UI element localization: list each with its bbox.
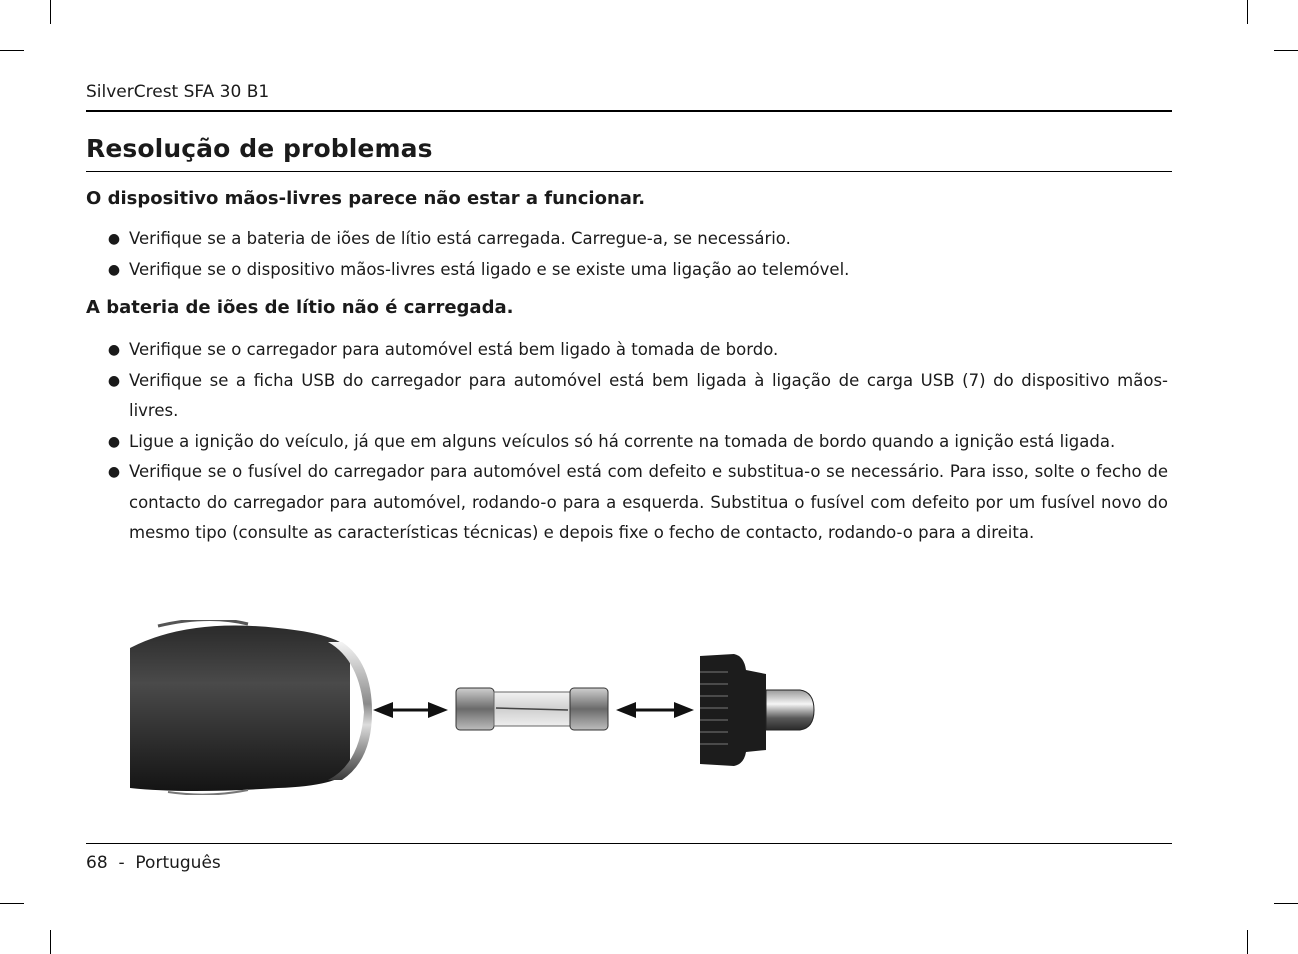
list-item-text: Verifique se a ficha USB do carregador para automóvel está bem ligada à ligação de carga USB (7) do dispositivo mãos-livres.: [129, 370, 1168, 420]
list-item: [107, 366, 1168, 427]
bullet-icon: ●: [107, 261, 121, 278]
footer-rule: [86, 843, 1172, 844]
footer-separator: -: [118, 853, 125, 873]
crop-mark: [0, 50, 24, 51]
list-item: [107, 427, 1168, 458]
list-item-text: Verifique se o dispositivo mãos-livres está ligado e se existe uma ligação ao telemóvel.: [129, 259, 850, 279]
running-header: SilverCrest SFA 30 B1: [86, 82, 270, 102]
section-title: Resolução de problemas: [86, 134, 433, 163]
bullet-icon: ●: [107, 342, 121, 358]
bullet-icon: ●: [107, 464, 121, 480]
bullet-icon: ●: [107, 231, 121, 247]
list-item-text: Verifique se a bateria de iões de lítio está carregada. Carregue-a, se necessário.: [129, 229, 791, 248]
list-item: [107, 224, 1168, 255]
crop-mark: [1247, 930, 1248, 954]
page-footer: [86, 853, 221, 873]
section-rule: [86, 171, 1172, 172]
contact-cap-icon: [700, 654, 814, 766]
problem-heading-1: O dispositivo mãos-livres parece não estar a funcionar.: [86, 188, 646, 209]
crop-mark: [50, 930, 51, 954]
bullet-icon: ●: [107, 433, 121, 450]
crop-mark: [1247, 0, 1248, 24]
crop-mark: [0, 903, 24, 904]
list-item-text: Verifique se o fusível do carregador para automóvel está com defeito e substitua-o se necessário. Para isso, solte o fecho de contacto do carregador para automóvel, rodando-o para a esquerda. Substitua o fusível com defeito por um fusível novo do mesmo tipo (consulte as características técnicas) e depois fixe o fecho de contacto, rodando-o para a direita.: [129, 462, 1168, 542]
solution-list-2: [107, 335, 1168, 549]
crop-mark: [1274, 903, 1298, 904]
solution-list-1: [107, 224, 1168, 285]
crop-mark: [1274, 50, 1298, 51]
double-arrow-icon: [373, 702, 448, 718]
car-charger-body: [130, 620, 372, 795]
list-item: [107, 255, 1168, 286]
problem-heading-2: A bateria de iões de lítio não é carregada.: [86, 297, 514, 318]
page-number: 68: [86, 853, 108, 873]
header-rule: [86, 110, 1172, 112]
list-item: [107, 335, 1168, 366]
bullet-icon: ●: [107, 372, 121, 389]
double-arrow-icon: [616, 702, 694, 718]
crop-mark: [50, 0, 51, 24]
fuse-replacement-illustration: [128, 620, 818, 795]
fuse-icon: [456, 688, 608, 730]
list-item-text: Verifique se o carregador para automóvel está bem ligado à tomada de bordo.: [129, 340, 779, 359]
list-item-text: Ligue a ignição do veículo, já que em alguns veículos só há corrente na tomada de bordo quando a ignição está ligada.: [129, 431, 1116, 451]
list-item: [107, 457, 1168, 549]
footer-language: Português: [135, 853, 221, 873]
